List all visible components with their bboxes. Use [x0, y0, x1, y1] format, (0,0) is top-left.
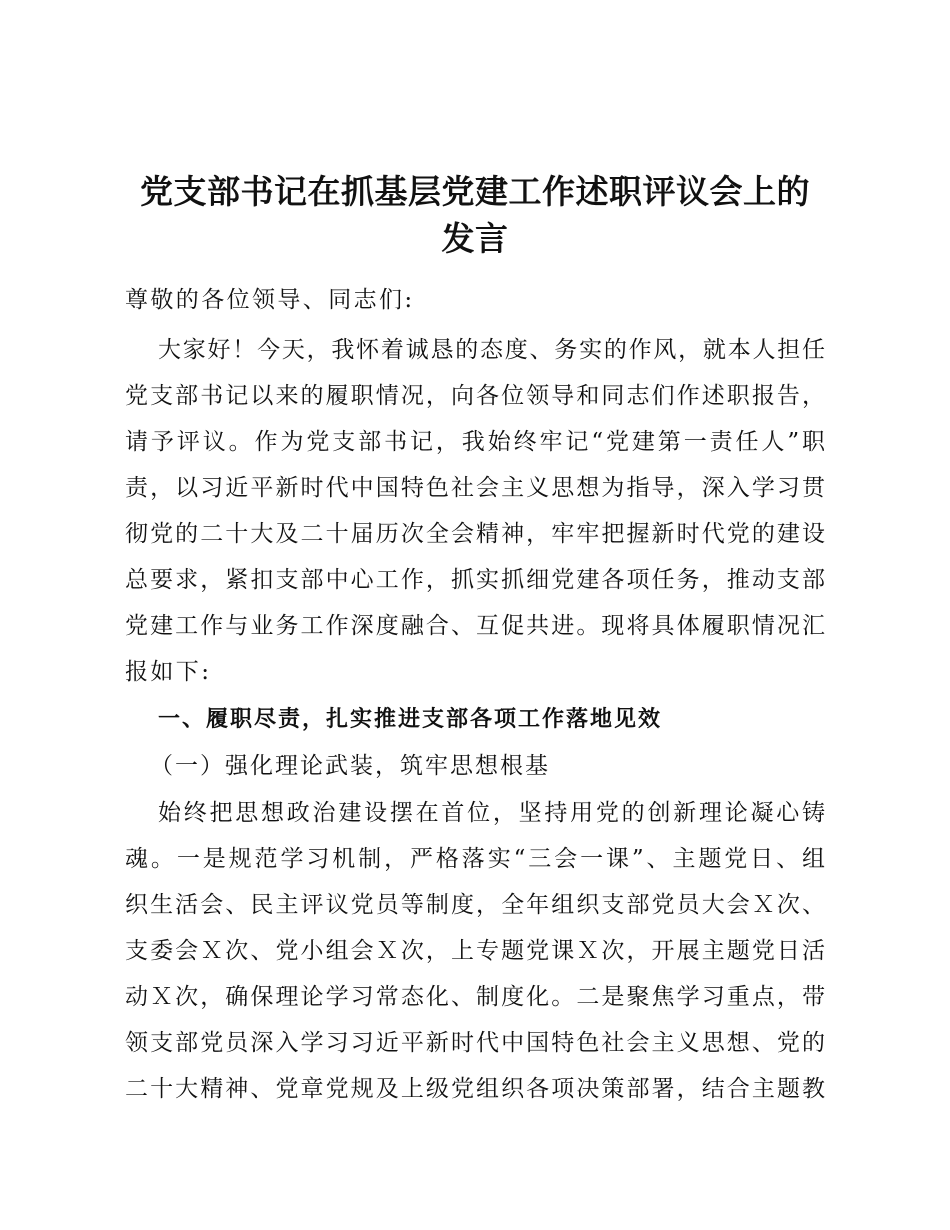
document-title-line-2: 发言	[441, 219, 509, 258]
section-heading-1: 一、履职尽责，扎实推进支部各项工作落地见效	[158, 707, 663, 732]
paragraph-1-line: 报如下:	[125, 659, 212, 685]
paragraph-1-line: 党建工作与业务工作深度融合、互促共进。现将具体履职情况汇	[125, 613, 825, 639]
paragraph-2-line: 领支部党员深入学习习近平新时代中国特色社会主义思想、党的	[125, 1030, 825, 1056]
paragraph-2-line: 二十大精神、党章党规及上级党组织各项决策部署，结合主题教	[125, 1076, 825, 1102]
document-title-line-1: 党支部书记在抓基层党建工作述职评议会上的	[140, 172, 810, 211]
paragraph-2-line: 始终把思想政治建设摆在首位，坚持用党的创新理论凝心铸	[158, 800, 825, 826]
paragraph-1-line: 党支部书记以来的履职情况，向各位领导和同志们作述职报告，	[125, 383, 825, 409]
paragraph-1-line: 责，以习近平新时代中国特色社会主义思想为指导，深入学习贯	[125, 475, 825, 501]
paragraph-1-line: 总要求，紧扣支部中心工作，抓实抓细党建各项任务，推动支部	[125, 567, 825, 593]
paragraph-1-line: 大家好！今天，我怀着诚恳的态度、务实的作风，就本人担任	[158, 337, 825, 363]
paragraph-1-line: 彻党的二十大及二十届历次全会精神，牢牢把握新时代党的建设	[125, 521, 825, 547]
paragraph-2-line: 魂。一是规范学习机制，严格落实“三会一课”、主题党日、组	[125, 846, 825, 872]
paragraph-2-line: 织生活会、民主评议党员等制度，全年组织支部党员大会Ｘ次、	[125, 892, 826, 918]
paragraph-2-line: 支委会Ｘ次、党小组会Ｘ次，上专题党课Ｘ次，开展主题党日活	[125, 938, 825, 964]
subsection-heading-1: （一）强化理论武装，筑牢思想根基	[150, 753, 550, 779]
paragraph-2-line: 动Ｘ次，确保理论学习常态化、制度化。二是聚焦学习重点，带	[125, 984, 825, 1010]
paragraph-1-line: 请予评议。作为党支部书记，我始终牢记“党建第一责任人”职	[125, 429, 825, 455]
salutation: 尊敬的各位领导、同志们:	[125, 287, 415, 313]
